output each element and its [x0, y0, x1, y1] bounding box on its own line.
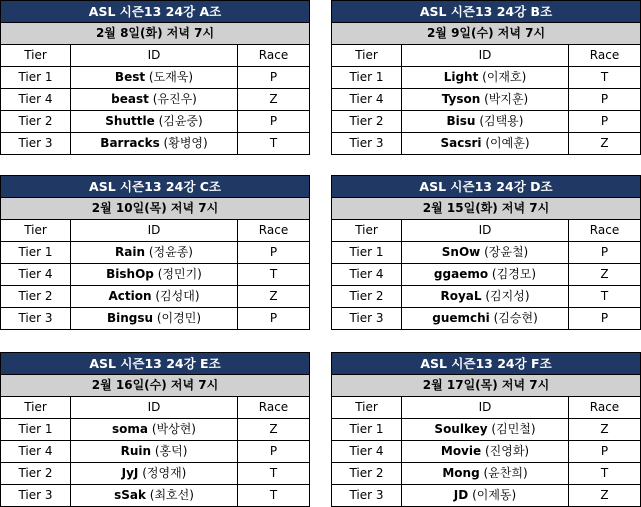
player-row	[332, 485, 641, 507]
race-header: Race	[569, 45, 641, 67]
race-cell: T	[238, 264, 310, 286]
race-cell: T	[569, 286, 641, 308]
tier-header: Tier	[1, 45, 71, 67]
race-header: Race	[569, 397, 641, 419]
tier-cell: Tier 3	[332, 308, 402, 330]
tier-cell: Tier 4	[1, 89, 71, 111]
id-cell	[402, 264, 569, 286]
player-row	[1, 463, 310, 485]
player-name: (황병영)	[163, 136, 208, 150]
player-nick: Sacsri	[440, 136, 482, 150]
player-nick: ggaemo	[433, 267, 489, 281]
player-row	[1, 89, 310, 111]
player-row	[1, 419, 310, 441]
tier-cell: Tier 4	[1, 264, 71, 286]
player-name: (정영재)	[142, 466, 187, 480]
id-cell	[71, 419, 238, 441]
player-row	[332, 264, 641, 286]
tier-cell: Tier 4	[332, 441, 402, 463]
player-name: (이제동)	[472, 488, 517, 502]
player-nick: BishOp	[106, 267, 154, 281]
id-cell	[71, 111, 238, 133]
race-cell: P	[238, 308, 310, 330]
group-date: 2월 17일(목) 저녁 7시	[332, 375, 641, 397]
tier-cell: Tier 2	[332, 111, 402, 133]
race-cell: T	[238, 133, 310, 155]
player-nick: Rain	[115, 245, 146, 259]
race-cell: P	[569, 242, 641, 264]
group-date: 2월 15일(화) 저녁 7시	[332, 198, 641, 220]
player-name: (도재욱)	[148, 70, 194, 84]
player-nick: Barracks	[100, 136, 160, 150]
group-date: 2월 10일(목) 저녁 7시	[1, 198, 310, 220]
group-c-table	[0, 175, 309, 330]
player-nick: sSak	[114, 488, 146, 502]
player-row	[1, 67, 310, 89]
player-row	[1, 308, 310, 330]
player-row	[332, 419, 641, 441]
race-cell: P	[569, 89, 641, 111]
tier-cell: Tier 3	[332, 133, 402, 155]
race-header: Race	[569, 220, 641, 242]
race-cell: P	[569, 111, 641, 133]
id-cell	[71, 308, 238, 330]
player-name: (정윤종)	[148, 245, 193, 259]
group-date: 2월 9일(수) 저녁 7시	[332, 23, 641, 45]
player-row	[332, 286, 641, 308]
id-header: ID	[71, 45, 238, 67]
race-cell: P	[238, 67, 310, 89]
group-title: ASL 시즌13 24강 B조	[332, 1, 641, 23]
player-row	[332, 111, 641, 133]
player-name: (이재호)	[482, 70, 527, 84]
tier-cell: Tier 1	[332, 242, 402, 264]
id-cell	[71, 67, 238, 89]
id-cell	[71, 242, 238, 264]
id-cell	[402, 89, 569, 111]
id-cell	[71, 133, 238, 155]
race-cell: Z	[569, 419, 641, 441]
player-nick: Ruin	[120, 444, 152, 458]
player-row	[1, 133, 310, 155]
player-name: (박상현)	[151, 422, 196, 436]
tier-header: Tier	[332, 397, 402, 419]
group-date: 2월 8일(화) 저녁 7시	[1, 23, 310, 45]
tier-cell: Tier 4	[332, 264, 402, 286]
player-name: (장윤철)	[484, 245, 529, 259]
id-cell	[402, 485, 569, 507]
id-cell	[71, 441, 238, 463]
tier-header: Tier	[1, 397, 71, 419]
player-nick: Movie	[440, 444, 482, 458]
player-nick: Mong	[442, 466, 480, 480]
race-cell: Z	[569, 264, 641, 286]
race-cell: P	[569, 308, 641, 330]
player-row	[332, 441, 641, 463]
group-e-table	[0, 352, 309, 507]
tier-cell: Tier 2	[332, 463, 402, 485]
race-cell: T	[569, 67, 641, 89]
group-title: ASL 시즌13 24강 A조	[1, 1, 310, 23]
tier-header: Tier	[332, 45, 402, 67]
player-nick: SnOw	[441, 245, 481, 259]
group-a-table	[0, 0, 309, 155]
player-name: (김성대)	[155, 289, 200, 303]
race-cell: P	[238, 242, 310, 264]
player-row	[1, 264, 310, 286]
tier-cell: Tier 3	[332, 485, 402, 507]
id-cell	[402, 308, 569, 330]
player-name: (김승현)	[493, 311, 538, 325]
race-cell: Z	[569, 133, 641, 155]
tier-cell: Tier 3	[1, 485, 71, 507]
player-name: (김윤중)	[158, 114, 203, 128]
id-cell	[402, 67, 569, 89]
tier-cell: Tier 1	[332, 67, 402, 89]
race-cell: P	[238, 111, 310, 133]
race-cell: T	[238, 463, 310, 485]
race-cell: Z	[238, 286, 310, 308]
id-cell	[402, 242, 569, 264]
player-nick: Light	[443, 70, 479, 84]
player-row	[332, 89, 641, 111]
tier-cell: Tier 1	[1, 242, 71, 264]
player-nick: Bisu	[446, 114, 476, 128]
group-d-table	[331, 175, 640, 330]
tier-cell: Tier 3	[1, 133, 71, 155]
group-title: ASL 시즌13 24강 D조	[332, 176, 641, 198]
tier-cell: Tier 3	[1, 308, 71, 330]
tier-cell: Tier 4	[332, 89, 402, 111]
race-header: Race	[238, 397, 310, 419]
id-header: ID	[71, 220, 238, 242]
player-nick: beast	[111, 92, 149, 106]
player-nick: JD	[453, 488, 469, 502]
id-cell	[71, 264, 238, 286]
player-name: (이예훈)	[485, 136, 530, 150]
player-row	[1, 111, 310, 133]
player-nick: Soulkey	[434, 422, 488, 436]
tier-cell: Tier 1	[332, 419, 402, 441]
id-cell	[71, 485, 238, 507]
race-cell: P	[569, 441, 641, 463]
id-cell	[402, 463, 569, 485]
race-cell: Z	[238, 419, 310, 441]
player-row	[1, 485, 310, 507]
tier-header: Tier	[332, 220, 402, 242]
id-cell	[71, 286, 238, 308]
player-name: (이경민)	[156, 311, 202, 325]
id-cell	[71, 89, 238, 111]
player-name: (홍덕)	[154, 444, 188, 458]
id-cell	[402, 286, 569, 308]
race-cell: Z	[569, 485, 641, 507]
race-cell: P	[238, 441, 310, 463]
player-nick: guemchi	[432, 311, 490, 325]
race-cell: T	[569, 463, 641, 485]
tier-cell: Tier 4	[1, 441, 71, 463]
player-row	[332, 67, 641, 89]
race-cell: Z	[238, 89, 310, 111]
player-nick: Shuttle	[105, 114, 155, 128]
group-title: ASL 시즌13 24강 F조	[332, 353, 641, 375]
group-date: 2월 16일(수) 저녁 7시	[1, 375, 310, 397]
id-header: ID	[71, 397, 238, 419]
id-cell	[402, 441, 569, 463]
player-name: (정민기)	[157, 267, 202, 281]
player-nick: Action	[108, 289, 152, 303]
player-name: (김경모)	[491, 267, 537, 281]
tier-cell: Tier 1	[1, 67, 71, 89]
player-name: (최호선)	[149, 488, 194, 502]
player-name: (박지훈)	[484, 92, 529, 106]
player-nick: RoyaL	[440, 289, 482, 303]
player-name: (김지성)	[485, 289, 530, 303]
race-cell: T	[238, 485, 310, 507]
player-row	[1, 286, 310, 308]
player-name: (윤찬희)	[483, 466, 528, 480]
player-name: (진영화)	[484, 444, 530, 458]
player-row	[332, 133, 641, 155]
tier-cell: Tier 2	[332, 286, 402, 308]
id-cell	[402, 419, 569, 441]
id-cell	[402, 111, 569, 133]
tier-cell: Tier 2	[1, 286, 71, 308]
id-header: ID	[402, 397, 569, 419]
group-b-table	[331, 0, 640, 155]
race-header: Race	[238, 220, 310, 242]
player-row	[332, 463, 641, 485]
player-row	[332, 308, 641, 330]
player-nick: JyJ	[121, 466, 139, 480]
player-nick: soma	[112, 422, 149, 436]
group-title: ASL 시즌13 24강 C조	[1, 176, 310, 198]
player-name: (유진우)	[152, 92, 197, 106]
player-name: (김택용)	[479, 114, 524, 128]
group-title: ASL 시즌13 24강 E조	[1, 353, 310, 375]
tier-cell: Tier 1	[1, 419, 71, 441]
tier-header: Tier	[1, 220, 71, 242]
player-row	[1, 242, 310, 264]
group-f-table	[331, 352, 640, 507]
tier-cell: Tier 2	[1, 463, 71, 485]
id-cell	[71, 463, 238, 485]
id-cell	[402, 133, 569, 155]
player-row	[332, 242, 641, 264]
player-row	[1, 441, 310, 463]
player-nick: Bingsu	[106, 311, 154, 325]
player-nick: Best	[114, 70, 146, 84]
race-header: Race	[238, 45, 310, 67]
player-name: (김민철)	[491, 422, 536, 436]
player-nick: Tyson	[441, 92, 481, 106]
id-header: ID	[402, 220, 569, 242]
tier-cell: Tier 2	[1, 111, 71, 133]
id-header: ID	[402, 45, 569, 67]
